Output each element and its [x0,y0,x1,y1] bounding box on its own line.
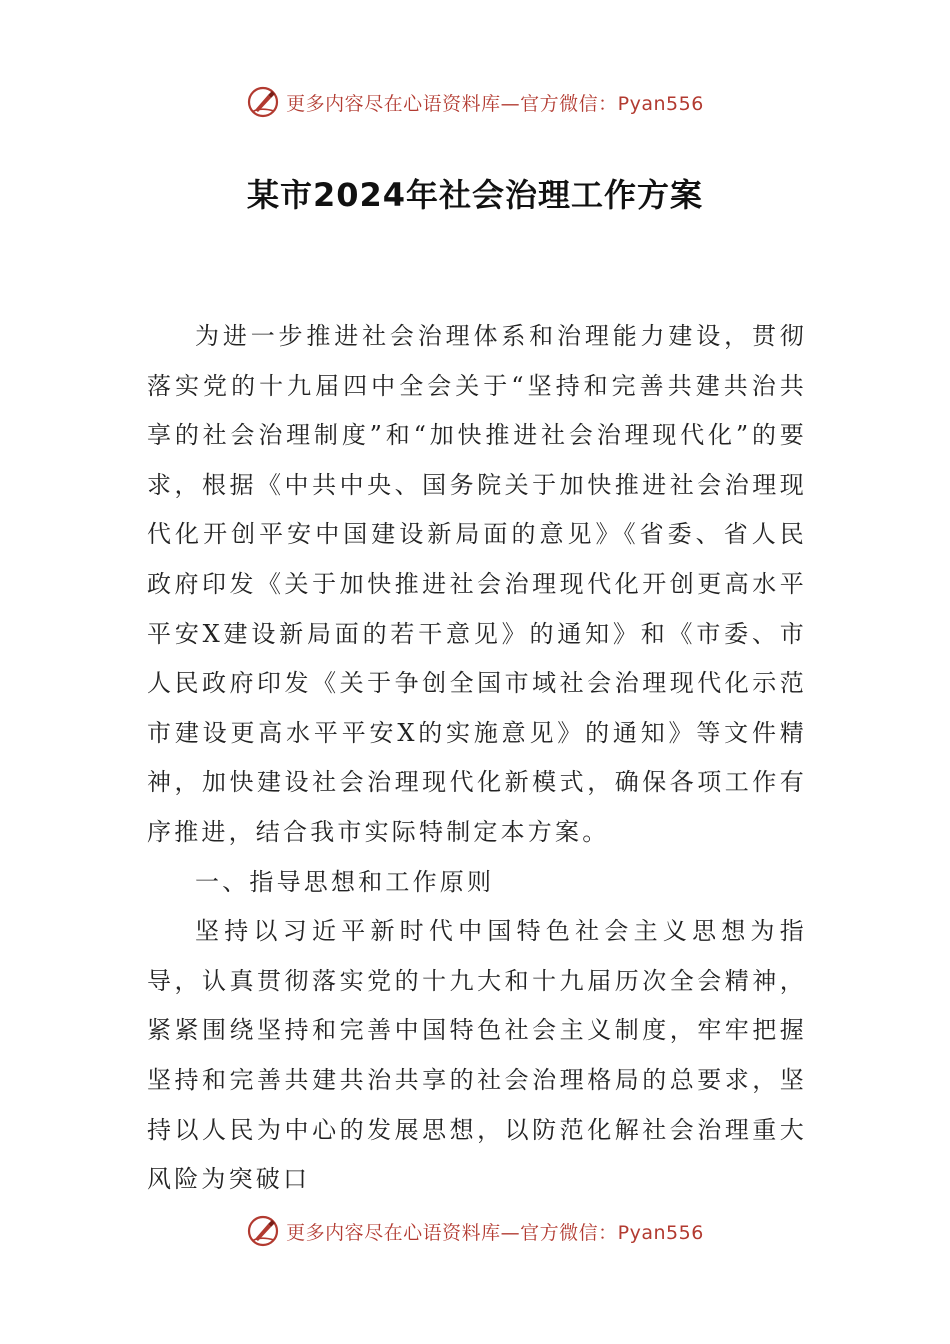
pen-logo-icon [246,1214,280,1248]
intro-paragraph: 为进一步推进社会治理体系和治理能力建设，贯彻落实党的十九届四中全会关于“坚持和完善共建共治共享的社会治理制度”和“加快推进社会治理现代化”的要求，根据《中共中央、国务院关于加快推进社会治理现代化开创平安中国建设新局面的意见》《省委、省人民政府印发《关于加快推进社会治理现代化开创更高水平平安X建设新局面的若干意见》的通知》和《市委、市人民政府印发《关于争创全国市域社会治理现代化示范市建设更高水平平安X的实施意见》的通知》等文件精神，加快建设社会治理现代化新模式，确保各项工作有序推进，结合我市实际特制定本方案。 [147,322,807,846]
section-heading: 一、指导思想和工作原则 [195,867,495,896]
footer-watermark [0,1211,950,1251]
watermark-text: 更多内容尽在心语资料库—官方微信：Pyan556 [286,92,704,115]
guiding-principle-paragraph: 坚持以习近平新时代中国特色社会主义思想为指导，认真贯彻落实党的十九大和十九届历次全会精神，紧紧围绕坚持和完善中国特色社会主义制度，牢牢把握坚持和完善共建共治共享的社会治理格局的总要求，坚持以人民为中心的发展思想，以防范化解社会治理重大风险为突破口 [147,917,807,1194]
pen-logo-icon [246,85,280,119]
document-body [147,312,807,1205]
document-title: 某市2024年社会治理工作方案 [246,176,704,214]
header-watermark [0,82,950,122]
watermark-text: 更多内容尽在心语资料库—官方微信：Pyan556 [286,1221,704,1244]
